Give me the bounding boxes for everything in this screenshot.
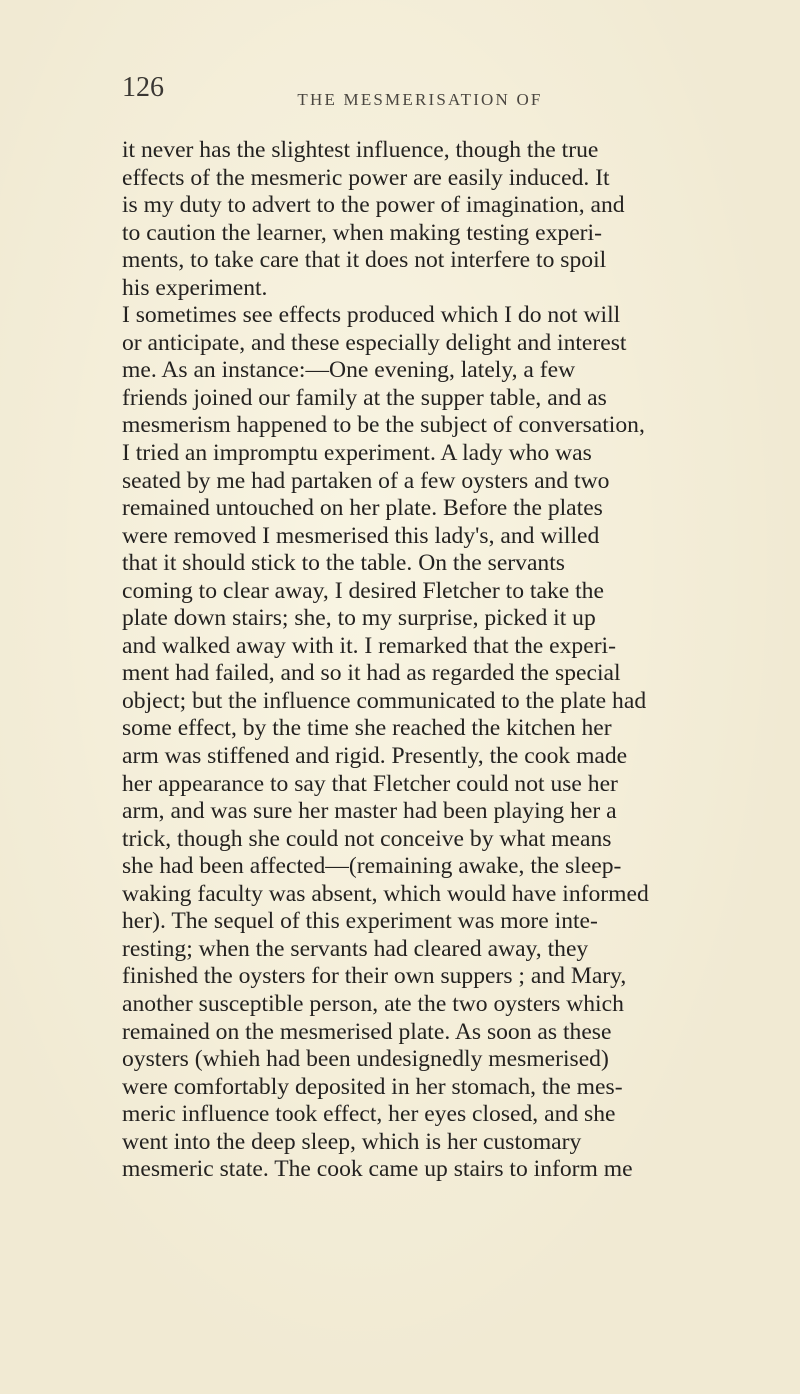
text-line: ments, to take care that it does not interfere to spoil xyxy=(122,247,607,274)
text-line: waking faculty was absent, which would have informed xyxy=(122,880,649,907)
text-line: to caution the learner, when making testing experi- xyxy=(122,219,602,246)
text-line: oysters (whieh had been undesignedly mesmerised) xyxy=(122,1046,609,1073)
text-line: is my duty to advert to the power of imagination, and xyxy=(122,192,625,219)
text-line: remained on the mesmerised plate. As soon as these xyxy=(122,1018,612,1045)
text-line: friends joined our family at the supper table, and as xyxy=(122,384,607,411)
text-line: I tried an impromptu experiment. A lady who was xyxy=(122,440,592,467)
text-line: that it should stick to the table. On the servants xyxy=(122,550,565,577)
body-text xyxy=(122,137,800,1184)
text-line: mesmerism happened to be the subject of conversation, xyxy=(122,412,645,439)
text-line: trick, though she could not conceive by what means xyxy=(122,825,612,852)
text-line: finished the oysters for their own suppers ; and Mary, xyxy=(122,963,627,990)
text-line: resting; when the servants had cleared away, they xyxy=(122,935,589,962)
text-line: effects of the mesmeric power are easily induced. It xyxy=(122,164,610,191)
text-line: were comfortably deposited in her stomach, the mes- xyxy=(122,1073,623,1100)
text-line: me. As an instance:—One evening, lately, a few xyxy=(122,357,576,384)
text-line: were removed I mesmerised this lady's, and willed xyxy=(122,522,600,549)
text-line: went into the deep sleep, which is her customary xyxy=(122,1128,582,1155)
text-line: arm, and was sure her master had been playing her a xyxy=(122,798,617,825)
text-line: I sometimes see effects produced which I do not will xyxy=(122,302,621,329)
text-line: plate down stairs; she, to my surprise, picked it up xyxy=(122,605,596,632)
text-line: arm was stiffened and rigid. Presently, the cook made xyxy=(122,743,628,770)
text-line: it never has the slightest influence, though the true xyxy=(122,137,599,163)
page-number: 126 xyxy=(122,72,164,103)
text-line: another susceptible person, ate the two oysters which xyxy=(122,990,624,1017)
text-line: seated by me had partaken of a few oysters and two xyxy=(122,467,610,494)
text-line: or anticipate, and these especially delight and interest xyxy=(122,329,627,356)
text-line: object; but the influence communicated to the plate had xyxy=(122,687,647,714)
text-line: mesmeric state. The cook came up stairs to inform me xyxy=(122,1156,633,1183)
text-line: remained untouched on her plate. Before the plates xyxy=(122,495,603,522)
text-line: her). The sequel of this experiment was more inte- xyxy=(122,908,598,935)
running-head: THE MESMERISATION OF xyxy=(297,90,543,109)
text-line: she had been affected—(remaining awake, the sleep- xyxy=(122,853,622,880)
text-line: ment had failed, and so it had as regarded the special xyxy=(122,660,621,687)
text-line: meric influence took effect, her eyes closed, and she xyxy=(122,1101,616,1128)
text-line: and walked away with it. I remarked that the experi- xyxy=(122,632,616,659)
text-line: some effect, by the time she reached the kitchen her xyxy=(122,715,612,742)
text-line: her appearance to say that Fletcher could not use her xyxy=(122,770,618,797)
text-line: his experiment. xyxy=(122,274,268,301)
text-line: coming to clear away, I desired Fletcher to take the xyxy=(122,577,604,604)
